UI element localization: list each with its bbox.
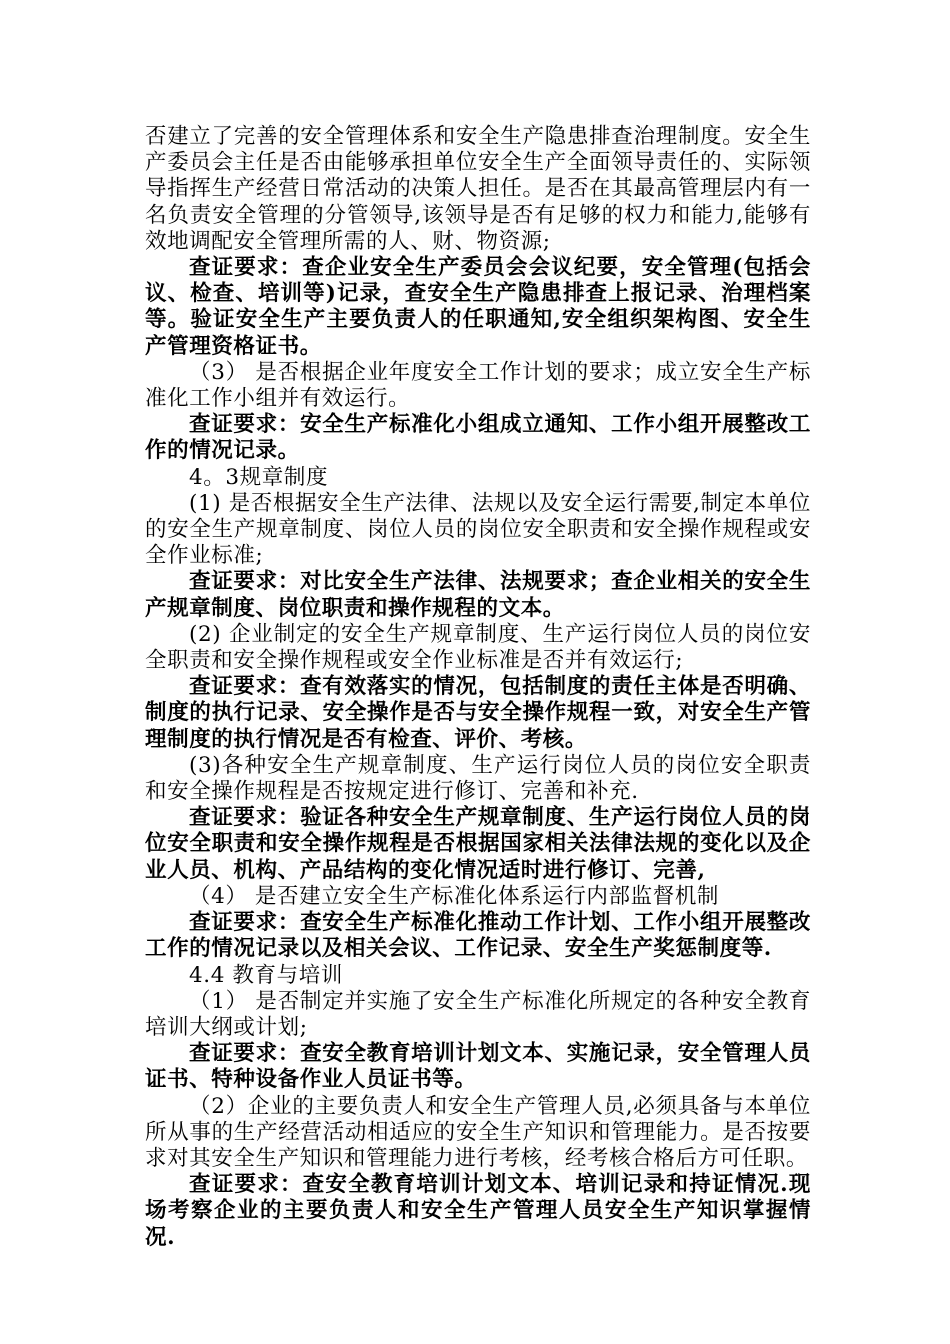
body-paragraph: (1) 是否根据安全生产法律、法规以及安全运行需要,制定本单位的安全生产规章制度、岗位人员的岗位安全职责和安全操作规程或安全作业标准; xyxy=(145,490,811,569)
section-heading: 4。3规章制度 xyxy=(189,464,329,490)
document-page xyxy=(145,124,811,1251)
body-paragraph: （3） 是否根据企业年度安全工作计划的要求；成立安全生产标准化工作小组并有效运行。 xyxy=(145,359,811,412)
body-paragraph: （2）企业的主要负责人和安全生产管理人员,必须具备与本单位所从事的生产经营活动相适应的安全生产知识和管理能力。是否按要求对其安全生产知识和管理能力进行考核，经考核合格后方可任职。 xyxy=(145,1093,811,1171)
evidence-requirement: 查证要求：查有效落实的情况，包括制度的责任主体是否明确、制度的执行记录、安全操作是否与安全操作规程一致，对安全生产管理制度的执行情况是否有检查、评价、考核。 xyxy=(145,674,811,752)
evidence-requirement: 查证要求：查安全教育培训计划文本、培训记录和持证情况.现场考察企业的主要负责人和安全生产管理人员安全生产知识掌握情况. xyxy=(145,1172,811,1250)
evidence-requirement: 查证要求：安全生产标准化小组成立通知、工作小组开展整改工作的情况记录。 xyxy=(145,412,811,464)
evidence-requirement: 查证要求：查安全教育培训计划文本、实施记录，安全管理人员证书、特种设备作业人员证书等。 xyxy=(145,1041,811,1093)
body-paragraph: （4） 是否建立安全生产标准化体系运行内部监督机制 xyxy=(189,883,720,909)
evidence-requirement: 查证要求：对比安全生产法律、法规要求；查企业相关的安全生产规章制度、岗位职责和操作规程的文本。 xyxy=(145,569,811,621)
body-paragraph: (3)各种安全生产规章制度、生产运行岗位人员的岗位安全职责和安全操作规程是否按规定进行修订、完善和补充. xyxy=(145,752,811,805)
body-paragraph: 否建立了完善的安全管理体系和安全生产隐患排查治理制度。安全生产委员会主任是否由能够承担单位安全生产全面领导责任的、实际领导指挥生产经营日常活动的决策人担任。是否在其最高管理层内有一名负责安全管理的分管领导,该领导是否有足够的权力和能力,能够有效地调配安全管理所需的人、财、物资源; xyxy=(145,124,811,254)
section-heading: 4.4 教育与培训 xyxy=(189,962,343,988)
body-paragraph: (2) 企业制定的安全生产规章制度、生产运行岗位人员的岗位安全职责和安全操作规程或安全作业标准是否并有效运行; xyxy=(145,621,811,674)
body-paragraph: （1） 是否制定并实施了安全生产标准化所规定的各种安全教育培训大纲或计划; xyxy=(145,988,811,1040)
evidence-requirement: 查证要求：验证各种安全生产规章制度、生产运行岗位人员的岗位安全职责和安全操作规程是否根据国家相关法律法规的变化以及企业人员、机构、产品结构的变化情况适时进行修订、完善, xyxy=(145,805,811,883)
evidence-requirement: 查证要求：查安全生产标准化推动工作计划、工作小组开展整改工作的情况记录以及相关会议、工作记录、安全生产奖惩制度等. xyxy=(145,910,811,962)
evidence-requirement: 查证要求：查企业安全生产委员会会议纪要，安全管理(包括会议、检查、培训等)记录，查安全生产隐患排查上报记录、治理档案等。验证安全生产主要负责人的任职通知,安全组织架构图、安全生产管理资格证书。 xyxy=(145,255,811,359)
